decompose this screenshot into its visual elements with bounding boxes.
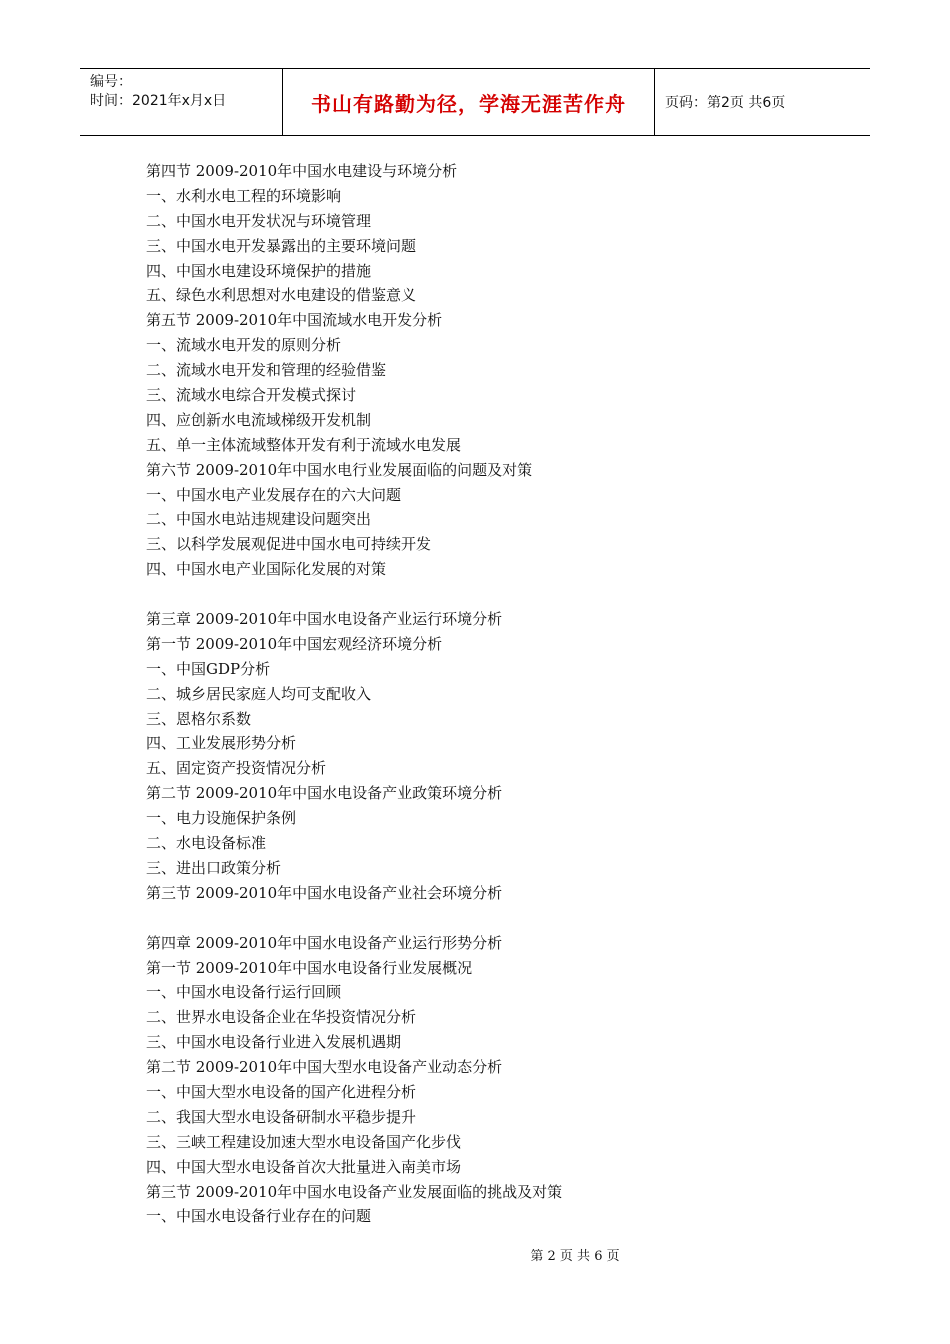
header-left (80, 69, 282, 135)
toc-line: 一、中国大型水电设备的国产化进程分析 (146, 1082, 417, 1101)
toc-content (146, 159, 846, 1229)
toc-line: 四、中国水电建设环境保护的措施 (146, 261, 372, 280)
toc-line: 三、进出口政策分析 (146, 858, 282, 877)
toc-line: 第六节 2009-2010年中国水电行业发展面临的问题及对策 (146, 460, 533, 479)
toc-line: 第五节 2009-2010年中国流域水电开发分析 (146, 311, 443, 330)
toc-line: 第二节 2009-2010年中国水电设备产业政策环境分析 (146, 784, 503, 803)
page-indicator: 页码：第2页 共6页 (665, 95, 786, 111)
toc-line: 一、中国GDP分析 (146, 659, 271, 678)
toc-line: 三、中国水电设备行业进入发展机遇期 (146, 1033, 402, 1052)
toc-line: 三、流域水电综合开发模式探讨 (146, 386, 357, 405)
toc-line: 二、城乡居民家庭人均可支配收入 (146, 684, 372, 703)
toc-line: 一、中国水电设备行业存在的问题 (146, 1207, 372, 1226)
toc-line: 四、中国大型水电设备首次大批量进入南美市场 (146, 1157, 462, 1176)
toc-line: 五、单一主体流域整体开发有利于流域水电发展 (146, 435, 462, 454)
toc-line: 第三节 2009-2010年中国水电设备产业发展面临的挑战及对策 (146, 1182, 563, 1201)
toc-line: 一、电力设施保护条例 (146, 809, 297, 828)
toc-line: 三、中国水电开发暴露出的主要环境问题 (146, 236, 417, 255)
toc-line: 一、水利水电工程的环境影响 (146, 186, 342, 205)
toc-line: 四、中国水电产业国际化发展的对策 (146, 560, 387, 579)
number-label: 编号： (90, 74, 132, 90)
toc-line: 四、应创新水电流域梯级开发机制 (146, 410, 372, 429)
chapter-heading: 第三章 2009-2010年中国水电设备产业运行环境分析 (146, 610, 503, 629)
toc-line: 二、中国水电开发状况与环境管理 (146, 211, 372, 230)
toc-line: 二、世界水电设备企业在华投资情况分析 (146, 1008, 417, 1027)
toc-line: 一、流域水电开发的原则分析 (146, 336, 342, 355)
toc-line: 一、中国水电产业发展存在的六大问题 (146, 485, 402, 504)
toc-line: 三、三峡工程建设加速大型水电设备国产化步伐 (146, 1132, 462, 1151)
motto-text: 书山有路勤为径，学海无涯苦作舟 (282, 69, 655, 135)
toc-line: 三、恩格尔系数 (146, 709, 252, 728)
toc-line: 第四节 2009-2010年中国水电建设与环境分析 (146, 162, 458, 180)
toc-line: 第一节 2009-2010年中国水电设备行业发展概况 (146, 958, 473, 977)
chapter-heading: 第四章 2009-2010年中国水电设备产业运行形势分析 (146, 933, 503, 952)
toc-line: 二、水电设备标准 (146, 834, 267, 853)
toc-line: 二、流域水电开发和管理的经验借鉴 (146, 361, 387, 380)
toc-line: 第三节 2009-2010年中国水电设备产业社会环境分析 (146, 883, 503, 902)
toc-line: 五、固定资产投资情况分析 (146, 759, 327, 778)
toc-line: 一、中国水电设备行运行回顾 (146, 983, 342, 1002)
toc-line: 三、以科学发展观促进中国水电可持续开发 (146, 535, 432, 554)
page-footer: 第 2 页 共 6 页 (530, 1249, 620, 1264)
toc-line: 四、工业发展形势分析 (146, 734, 297, 753)
toc-line: 二、中国水电站违规建设问题突出 (146, 510, 372, 529)
toc-line: 第二节 2009-2010年中国大型水电设备产业动态分析 (146, 1058, 503, 1077)
toc-line: 第一节 2009-2010年中国宏观经济环境分析 (146, 634, 443, 653)
date-label: 时间：2021年x月x日 (90, 93, 227, 109)
toc-line: 五、绿色水利思想对水电建设的借鉴意义 (146, 286, 417, 305)
toc-line: 二、我国大型水电设备研制水平稳步提升 (146, 1107, 417, 1126)
page-header (80, 68, 870, 136)
